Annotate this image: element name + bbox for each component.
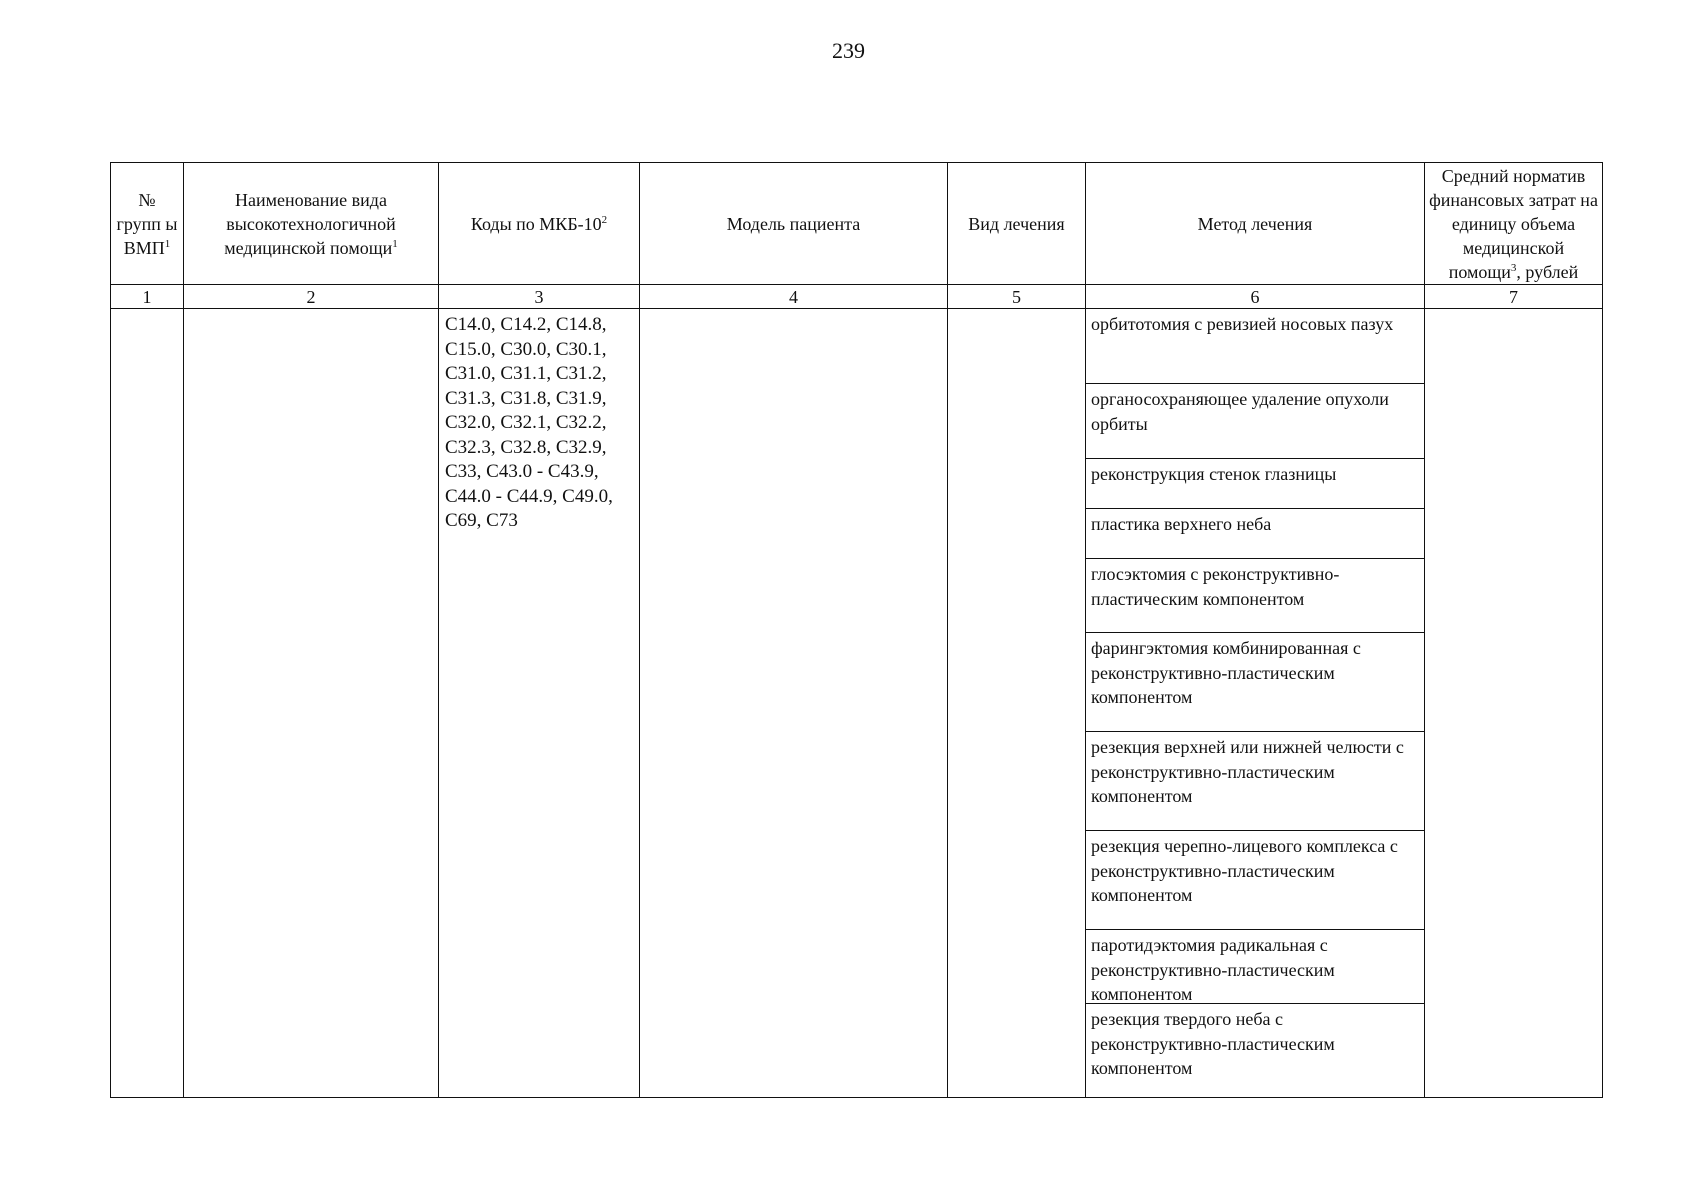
treatment-method-item: фарингэктомия комбинированная с реконструктивно-пластическим компонентом [1086,633,1424,732]
column-number: 2 [184,285,439,309]
treatment-methods-list [1086,309,1424,1097]
header-row [111,163,1603,285]
header-treatment-type: Вид лечения [948,163,1086,285]
column-number: 3 [439,285,640,309]
column-number: 4 [640,285,948,309]
cost-standard-cell [1425,309,1603,1098]
header-icd-codes: Коды по МКБ-$10^2$ [439,163,640,285]
treatment-method-item: резекция верхней или нижней челюсти с реконструктивно-пластическим компонентом [1086,732,1424,831]
treatment-method-item: пластика верхнего неба [1086,509,1424,559]
patient-model-cell [640,309,948,1098]
vmp-table [110,162,1603,1098]
header-treatment-method: Метод лечения [1086,163,1425,285]
column-number: 1 [111,285,184,309]
treatment-method-item: резекция черепно-лицевого комплекса с реконструктивно-пластическим компонентом [1086,831,1424,930]
treatment-method-item: реконструкция стенок глазницы [1086,459,1424,509]
treatment-method-item: резекция твердого неба с реконструктивно-пластическим компонентом [1091,1009,1335,1078]
table-row [111,309,1603,1098]
icd-codes-text: C14.0, C14.2, C14.8, C15.0, C30.0, C30.1, C31.0, C31.1, C31.2, C31.3, C31.8, C31.9, C32.0, C32.1, C32.2, C32.3, C32.8, C32.9, C33, C43.0 - C43.9, C44.0 - C44.9, C49.0, C69, C73 [445,314,613,531]
header-patient-model: Модель пациента [640,163,948,285]
treatment-method-item: глосэктомия с реконструктивно-пластическим компонентом [1086,559,1424,633]
page-number: 239 [832,38,865,63]
group-number-cell [111,309,184,1098]
column-number-row [111,285,1603,309]
column-number: 6 [1086,285,1425,309]
header-group-number: № групп ы ВМП$^1$ [111,163,184,285]
column-number: 5 [948,285,1086,309]
column-number: 7 [1425,285,1603,309]
treatment-methods-cell [1086,309,1425,1098]
header-cost-standard: Средний норматив финансовых затрат на единицу объема медицинской помощи$^3$, рублей [1425,163,1603,285]
treatment-type-cell [948,309,1086,1098]
treatment-method-item: орбитотомия с ревизией носовых пазух [1086,309,1424,384]
icd-codes-cell [439,309,640,1098]
treatment-method-item: паротидэктомия радикальная с реконструктивно-пластическим компонентом [1086,930,1424,1004]
header-care-type-name: Наименование вида высокотехнологичной медицинской помощи$^1$ [184,163,439,285]
document-table-frame [110,162,1603,1098]
care-type-name-cell [184,309,439,1098]
treatment-method-item: органосохраняющее удаление опухоли орбиты [1086,384,1424,459]
